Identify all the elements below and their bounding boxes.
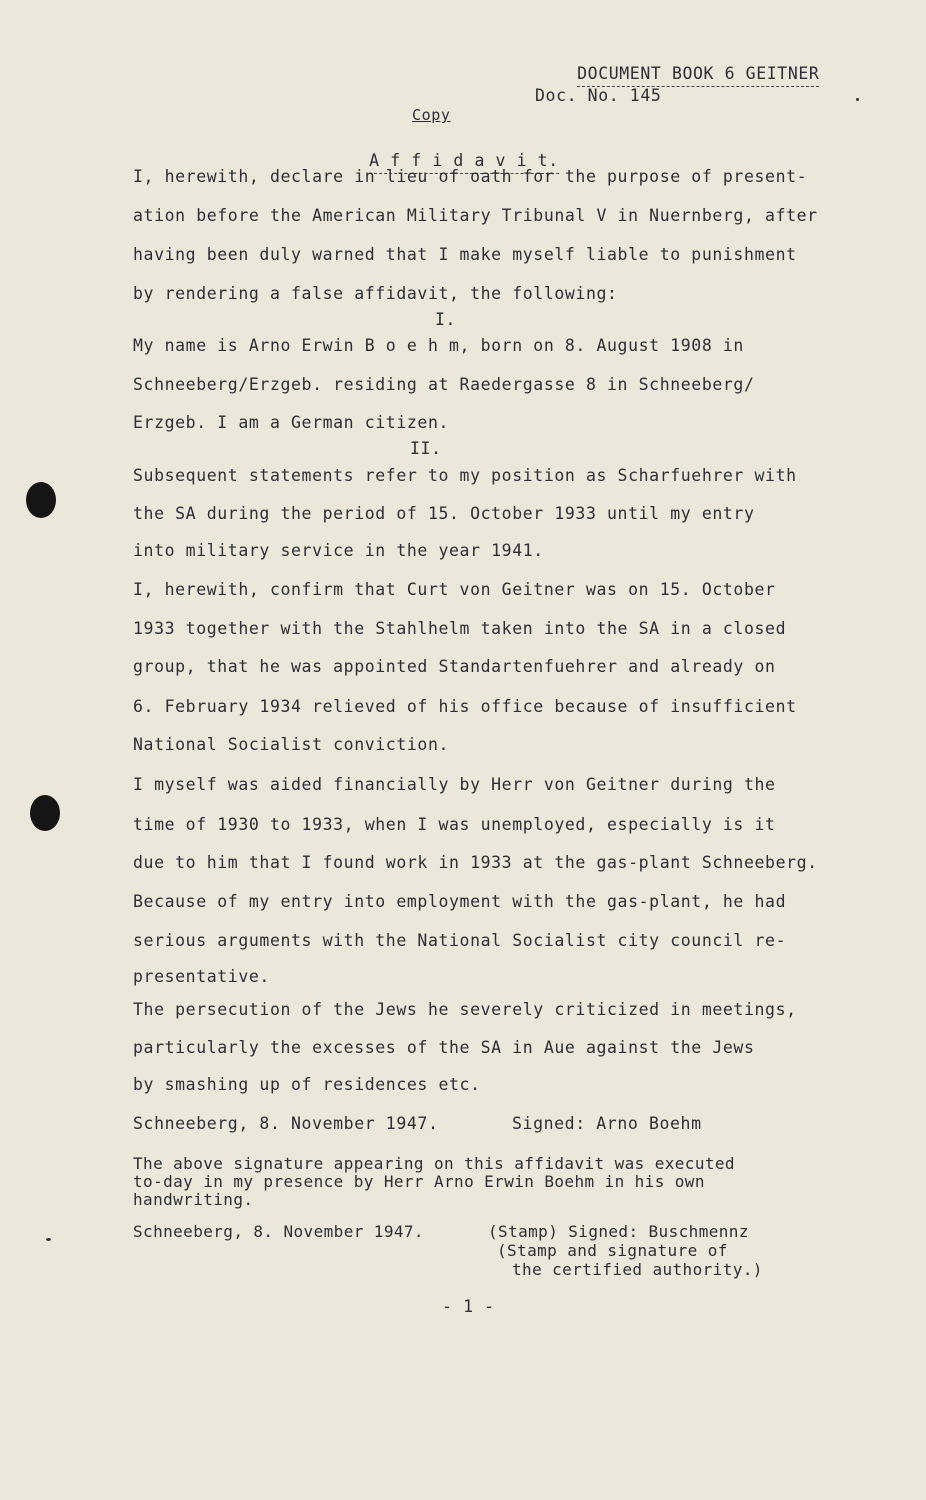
stamp-note: (Stamp and signature of (497, 1241, 728, 1260)
section2-line: group, that he was appointed Standartenfuehrer and already on (133, 657, 776, 676)
document-book-label: DOCUMENT BOOK 6 GEITNER (577, 64, 819, 87)
certification-line: The above signature appearing on this affidavit was executed (133, 1154, 735, 1173)
copy-label: Copy (412, 106, 451, 124)
section2-line: Because of my entry into employment with the gas-plant, he had (133, 892, 787, 911)
section2-line: the SA during the period of 15. October 1933 until my entry (133, 504, 755, 523)
stamp-signed: (Stamp) Signed: Buschmennz (488, 1222, 749, 1241)
section-numeral-1: I. (435, 310, 457, 329)
ink-speck (46, 1238, 51, 1241)
section1-line: Erzgeb. I am a German citizen. (133, 413, 450, 432)
punch-hole (26, 482, 56, 518)
section1-line: My name is Arno Erwin B o e h m, born on 8. August 1908 in (133, 336, 744, 355)
section-numeral-2: II. (410, 439, 442, 458)
section2-line: by smashing up of residences etc. (133, 1075, 481, 1094)
section2-line: Subsequent statements refer to my position as Scharfuehrer with (133, 466, 797, 485)
section2-line: presentative. (133, 967, 270, 986)
section2-line: particularly the excesses of the SA in Aue against the Jews (133, 1038, 755, 1057)
intro-line: ation before the American Military Tribunal V in Nuernberg, after (133, 206, 818, 225)
section2-line: I, herewith, confirm that Curt von Geitner was on 15. October (133, 580, 776, 599)
ink-speck (856, 98, 859, 101)
section2-line: The persecution of the Jews he severely criticized in meetings, (133, 1000, 797, 1019)
intro-line: by rendering a false affidavit, the following: (133, 284, 618, 303)
certification-line: to-day in my presence by Herr Arno Erwin Boehm in his own (133, 1172, 705, 1191)
stamp-note: the certified authority.) (512, 1260, 763, 1279)
section2-line: into military service in the year 1941. (133, 541, 544, 560)
affidavit-title-text: A f f i d a v i t. (369, 151, 559, 174)
section2-line: National Socialist conviction. (133, 735, 450, 754)
certification-line: handwriting. (133, 1190, 254, 1209)
section2-line: time of 1930 to 1933, when I was unemployed, especially is it (133, 815, 776, 834)
certification-place-date: Schneeberg, 8. November 1947. (133, 1222, 424, 1241)
section2-line: due to him that I found work in 1933 at the gas-plant Schneeberg. (133, 853, 818, 872)
section2-line: 6. February 1934 relieved of his office because of insufficient (133, 697, 797, 716)
signature-place-date: Schneeberg, 8. November 1947. (133, 1114, 439, 1133)
signature-signed: Signed: Arno Boehm (512, 1114, 702, 1133)
section2-line: 1933 together with the Stahlhelm taken into the SA in a closed (133, 619, 787, 638)
punch-hole (30, 795, 60, 831)
intro-line: I, herewith, declare in lieu of oath for the purpose of present- (133, 167, 808, 186)
page-number: - 1 - (442, 1297, 495, 1316)
doc-number: Doc. No. 145 (535, 86, 662, 105)
section1-line: Schneeberg/Erzgeb. residing at Raedergasse 8 in Schneeberg/ (133, 375, 755, 394)
section2-line: I myself was aided financially by Herr von Geitner during the (133, 775, 776, 794)
intro-line: having been duly warned that I make myself liable to punishment (133, 245, 797, 264)
section2-line: serious arguments with the National Socialist city council re- (133, 931, 787, 950)
